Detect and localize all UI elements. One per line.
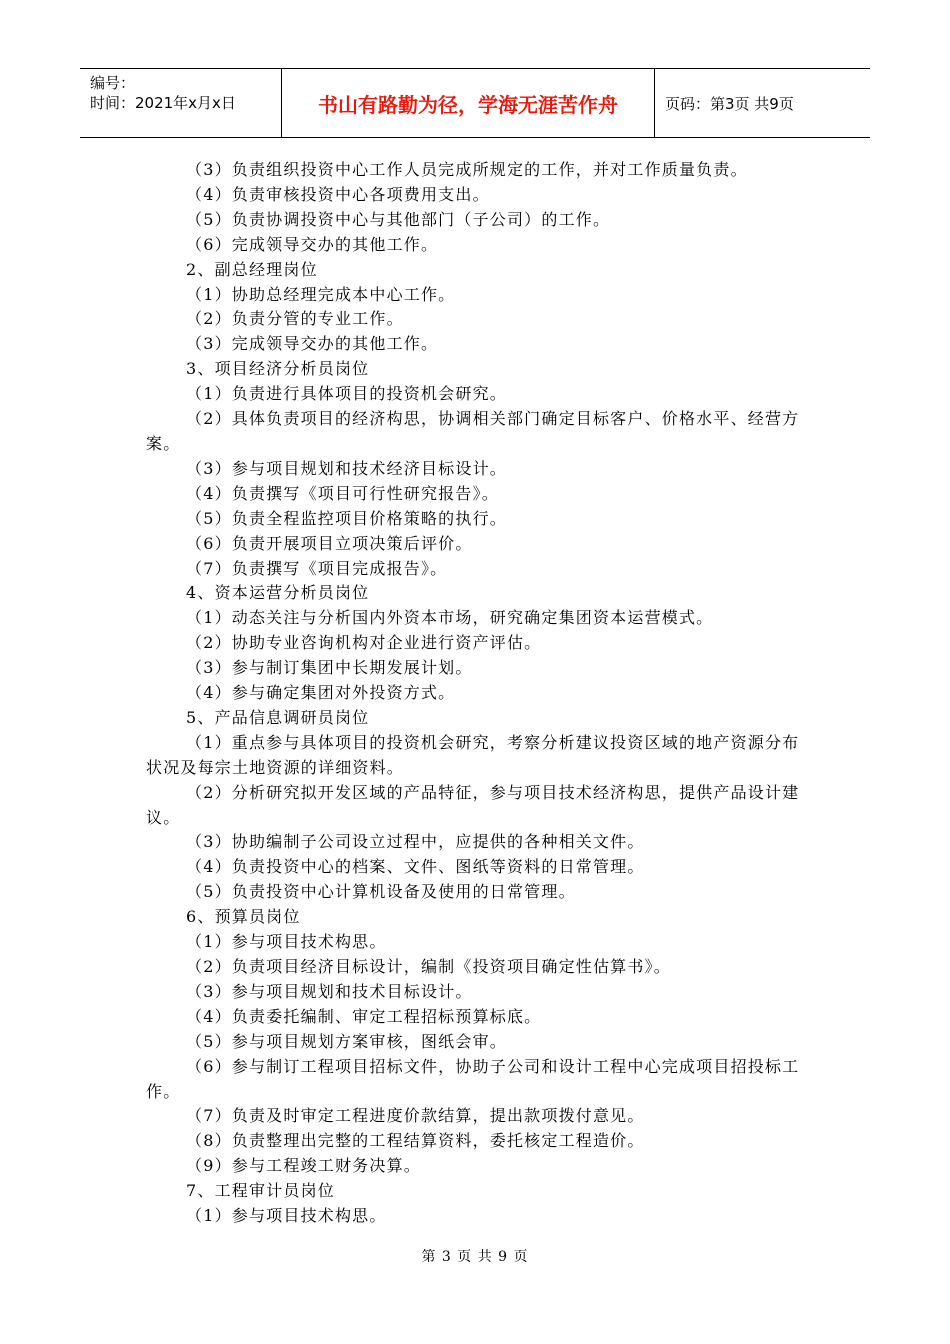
body-line: （5）参与项目规划方案审核，图纸会审。: [186, 1031, 507, 1051]
section-heading: 4、资本运营分析员岗位: [186, 583, 370, 603]
body-line: （1）重点参与具体项目的投资机会研究，考察分析建议投资区域的地产资源分布状况及每宗土地资源的详细资料。: [146, 732, 800, 777]
body-line: （2）负责项目经济目标设计，编制《投资项目确定性估算书》。: [186, 957, 671, 976]
body-line: （3）参与制订集团中长期发展计划。: [186, 658, 473, 678]
section-heading: 6、预算员岗位: [186, 907, 301, 927]
page-footer: 第 3 页 共 9 页: [421, 1249, 529, 1265]
body-line: （6）参与制订工程项目招标文件，协助子公司和设计工程中心完成项目招投标工作。: [146, 1056, 800, 1101]
header-page-label: 页码：第3页 共9页: [665, 94, 794, 113]
body-line: （4）负责撰写《项目可行性研究报告》。: [186, 483, 499, 503]
body-line: （2）负责分管的专业工作。: [186, 309, 404, 329]
body-line: （3）参与项目规划和技术目标设计。: [186, 981, 473, 1001]
body-line: （3）完成领导交办的其他工作。: [186, 334, 439, 354]
body-line: （4）负责审核投资中心各项费用支出。: [186, 184, 490, 204]
body-line: （5）负责投资中心计算机设备及使用的日常管理。: [186, 882, 576, 902]
body-line: （7）负责撰写《项目完成报告》。: [186, 558, 448, 578]
document-date-label: 时间：2021年x月x日: [90, 94, 236, 112]
body-line: （6）负责开展项目立项决策后评价。: [186, 533, 473, 553]
body-line: （4）参与确定集团对外投资方式。: [186, 683, 456, 703]
body-line: （1）协助总经理完成本中心工作。: [186, 284, 456, 304]
body-line: （4）负责委托编制、审定工程招标预算标底。: [186, 1006, 542, 1026]
header-left-cell: [80, 69, 282, 137]
body-line: （2）协助专业咨询机构对企业进行资产评估。: [186, 633, 542, 653]
body-line: （3）负责组织投资中心工作人员完成所规定的工作，并对工作质量负责。: [186, 160, 748, 179]
body-line: （3）参与项目规划和技术经济目标设计。: [186, 458, 507, 478]
body-line: （5）负责全程监控项目价格策略的执行。: [186, 508, 507, 528]
page-header: [80, 68, 870, 138]
body-line: （6）完成领导交办的其他工作。: [186, 234, 439, 254]
body-line: （2）分析研究拟开发区域的产品特征，参与项目技术经济构思，提供产品设计建议。: [146, 782, 800, 827]
section-heading: 3、项目经济分析员岗位: [186, 359, 370, 379]
document-number-label: 编号：: [90, 74, 136, 92]
body-line: （1）动态关注与分析国内外资本市场，研究确定集团资本运营模式。: [186, 608, 714, 628]
body-line: （3）协助编制子公司设立过程中，应提供的各种相关文件。: [186, 832, 645, 852]
body-line: （7）负责及时审定工程进度价款结算，提出款项拨付意见。: [186, 1106, 645, 1126]
body-line: （1）参与项目技术构思。: [186, 932, 387, 952]
header-motto: 书山有路勤为径，学海无涯苦作舟: [282, 69, 655, 137]
section-heading: 2、副总经理岗位: [186, 259, 318, 279]
section-heading: 5、产品信息调研员岗位: [186, 707, 370, 727]
section-heading: 7、工程审计员岗位: [186, 1181, 335, 1201]
document-body: [146, 158, 806, 1229]
body-line: （4）负责投资中心的档案、文件、图纸等资料的日常管理。: [186, 857, 645, 877]
body-line: （5）负责协调投资中心与其他部门（子公司）的工作。: [186, 209, 611, 229]
body-line: （1）参与项目技术构思。: [186, 1206, 387, 1226]
body-line: （9）参与工程竣工财务决算。: [186, 1156, 421, 1176]
body-line: （8）负责整理出完整的工程结算资料，委托核定工程造价。: [186, 1131, 645, 1151]
body-line: （2）具体负责项目的经济构思，协调相关部门确定目标客户、价格水平、经营方案。: [146, 409, 800, 453]
body-line: （1）负责进行具体项目的投资机会研究。: [186, 384, 507, 404]
